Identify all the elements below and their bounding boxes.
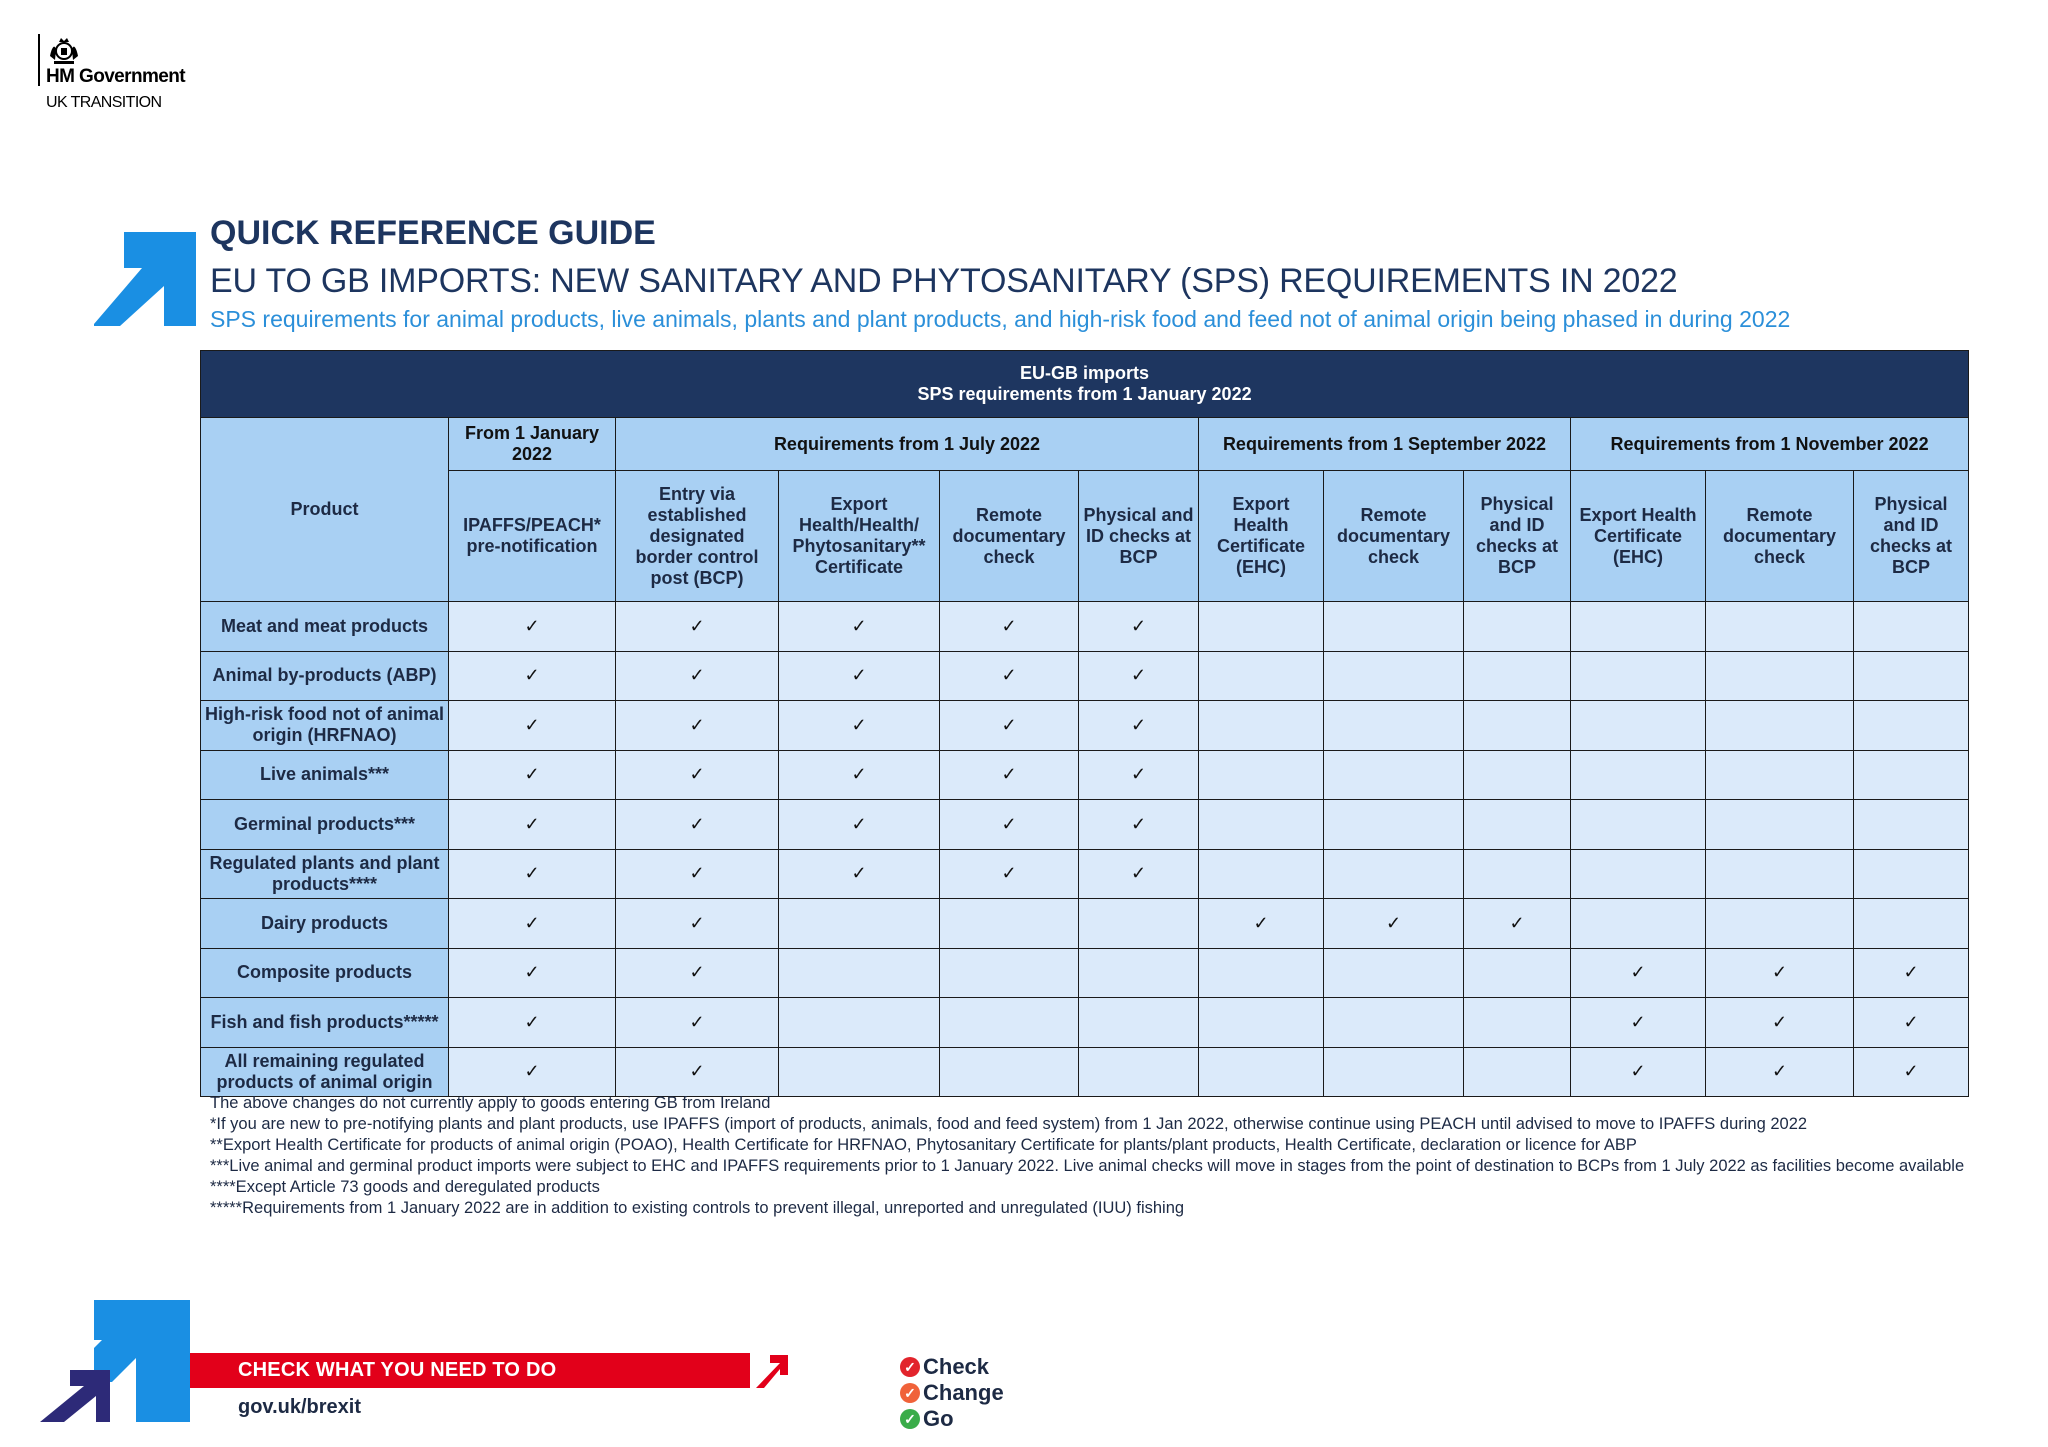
table-title xyxy=(201,351,1969,418)
empty-cell xyxy=(940,899,1079,949)
check-cell xyxy=(616,701,779,751)
product-label: Dairy products xyxy=(201,899,449,949)
empty-cell xyxy=(1706,849,1854,899)
check-cell xyxy=(1854,998,1969,1048)
check-cell xyxy=(1571,1047,1706,1097)
sps-requirements-table xyxy=(200,350,1969,1097)
table-row xyxy=(201,998,1969,1048)
check-mark-icon: ✓ xyxy=(524,1061,540,1082)
empty-cell xyxy=(1571,849,1706,899)
ccg-go-row xyxy=(900,1406,1004,1432)
column-header: Physical and ID checks at BCP xyxy=(1854,471,1969,602)
ccg-check-row xyxy=(900,1354,1004,1380)
product-label: Fish and fish products***** xyxy=(201,998,449,1048)
empty-cell xyxy=(1706,800,1854,850)
check-cell xyxy=(449,651,616,701)
group-header-nov: Requirements from 1 November 2022 xyxy=(1571,418,1969,471)
check-cell xyxy=(449,849,616,899)
empty-cell xyxy=(1199,651,1324,701)
product-header: Product xyxy=(201,418,449,602)
empty-cell xyxy=(940,1047,1079,1097)
check-cell xyxy=(940,800,1079,850)
check-cell xyxy=(449,948,616,998)
check-cell xyxy=(779,602,940,652)
empty-cell xyxy=(1571,899,1706,949)
check-cell xyxy=(940,651,1079,701)
column-header: Entry via established designated border control post (BCP) xyxy=(616,471,779,602)
empty-cell xyxy=(1854,849,1969,899)
table-row xyxy=(201,849,1969,899)
column-header: IPAFFS/PEACH* pre-notification xyxy=(449,471,616,602)
check-cell xyxy=(616,948,779,998)
table-row xyxy=(201,750,1969,800)
empty-cell xyxy=(1464,998,1571,1048)
check-mark-icon: ✓ xyxy=(689,962,705,983)
check-mark-icon: ✓ xyxy=(1130,764,1147,785)
check-mark-icon: ✓ xyxy=(1771,962,1788,983)
check-mark-icon: ✓ xyxy=(524,912,540,933)
check-mark-icon: ✓ xyxy=(524,863,540,884)
product-label: Animal by-products (ABP) xyxy=(201,651,449,701)
table-row xyxy=(201,800,1969,850)
check-mark-icon: ✓ xyxy=(524,813,540,834)
empty-cell xyxy=(1854,651,1969,701)
group-header-sep: Requirements from 1 September 2022 xyxy=(1199,418,1571,471)
table-row xyxy=(201,602,1969,652)
check-cell xyxy=(449,1047,616,1097)
check-cell xyxy=(940,701,1079,751)
check-cell xyxy=(779,800,940,850)
check-cell xyxy=(1079,800,1199,850)
check-cell xyxy=(1079,849,1199,899)
ccg-check-text: Check xyxy=(923,1354,990,1379)
check-cell xyxy=(1079,602,1199,652)
table-row xyxy=(201,948,1969,998)
empty-cell xyxy=(1854,750,1969,800)
check-icon: ✓ xyxy=(900,1357,920,1377)
empty-cell xyxy=(1464,948,1571,998)
check-mark-icon: ✓ xyxy=(1130,863,1147,884)
check-cell xyxy=(1854,948,1969,998)
check-cell xyxy=(1324,899,1464,949)
gov-link[interactable]: gov.uk/brexit xyxy=(238,1396,361,1418)
empty-cell xyxy=(940,948,1079,998)
column-header: Export Health/Health/ Phytosanitary** Certificate xyxy=(779,471,940,602)
product-label: Meat and meat products xyxy=(201,602,449,652)
check-mark-icon: ✓ xyxy=(524,615,540,636)
table-title-line1: EU-GB imports xyxy=(1020,363,1150,383)
check-cell xyxy=(779,750,940,800)
header-arrow-icon xyxy=(94,232,196,326)
logo-unit-text: UK TRANSITION xyxy=(46,94,162,111)
check-cell xyxy=(940,602,1079,652)
check-cell xyxy=(449,602,616,652)
empty-cell xyxy=(1199,602,1324,652)
page-description: SPS requirements for animal products, live animals, plants and plant products, and high-risk food and feed not of animal origin being phased in during 2022 xyxy=(210,306,1791,332)
empty-cell xyxy=(1571,750,1706,800)
royal-crest-icon xyxy=(46,36,82,66)
ccg-go-text: Go xyxy=(923,1406,954,1431)
empty-cell xyxy=(1324,602,1464,652)
check-cell xyxy=(1464,899,1571,949)
column-header: Physical and ID checks at BCP xyxy=(1079,471,1199,602)
empty-cell xyxy=(1324,651,1464,701)
check-mark-icon: ✓ xyxy=(524,962,540,983)
product-label: Germinal products*** xyxy=(201,800,449,850)
product-label: High-risk food not of animal origin (HRFNAO) xyxy=(201,701,449,751)
empty-cell xyxy=(1464,750,1571,800)
check-cell xyxy=(616,849,779,899)
check-cell xyxy=(449,998,616,1048)
product-label: Composite products xyxy=(201,948,449,998)
logo-divider xyxy=(38,34,40,86)
table-row xyxy=(201,701,1969,751)
check-cell xyxy=(616,750,779,800)
check-cell xyxy=(616,602,779,652)
check-cell xyxy=(1079,750,1199,800)
empty-cell xyxy=(1199,750,1324,800)
column-header: Remote documentary check xyxy=(1324,471,1464,602)
empty-cell xyxy=(1464,651,1571,701)
empty-cell xyxy=(779,1047,940,1097)
empty-cell xyxy=(1079,899,1199,949)
empty-cell xyxy=(1324,701,1464,751)
footnote: ****Except Article 73 goods and deregulated products xyxy=(210,1178,600,1196)
column-header: Remote documentary check xyxy=(940,471,1079,602)
check-cell xyxy=(1571,948,1706,998)
empty-cell xyxy=(1199,849,1324,899)
empty-cell xyxy=(779,899,940,949)
check-mark-icon: ✓ xyxy=(1630,1061,1646,1082)
check-cell xyxy=(779,651,940,701)
check-cell xyxy=(616,800,779,850)
check-mark-icon: ✓ xyxy=(1130,615,1147,636)
check-mark-icon: ✓ xyxy=(524,1011,540,1032)
empty-cell xyxy=(1199,1047,1324,1097)
check-icon: ✓ xyxy=(900,1383,920,1403)
empty-cell xyxy=(779,948,940,998)
empty-cell xyxy=(1324,800,1464,850)
empty-cell xyxy=(1464,701,1571,751)
empty-cell xyxy=(1079,948,1199,998)
footnotes xyxy=(210,1093,2000,1219)
ccg-change-text: Change xyxy=(923,1380,1004,1405)
empty-cell xyxy=(1324,849,1464,899)
empty-cell xyxy=(1854,899,1969,949)
empty-cell xyxy=(1079,1047,1199,1097)
table-row xyxy=(201,1047,1969,1097)
check-mark-icon: ✓ xyxy=(851,665,867,686)
check-cell xyxy=(1854,1047,1969,1097)
empty-cell xyxy=(1571,651,1706,701)
page-subtitle: EU TO GB IMPORTS: NEW SANITARY AND PHYTOSANITARY (SPS) REQUIREMENTS IN 2022 xyxy=(210,262,1678,300)
check-cell xyxy=(779,701,940,751)
empty-cell xyxy=(1199,948,1324,998)
check-cell xyxy=(779,849,940,899)
empty-cell xyxy=(1854,701,1969,751)
check-mark-icon: ✓ xyxy=(1001,764,1017,785)
check-cell xyxy=(1079,651,1199,701)
check-mark-icon: ✓ xyxy=(1001,665,1017,686)
check-cell xyxy=(1706,998,1854,1048)
column-header: Export Health Certificate (EHC) xyxy=(1199,471,1324,602)
column-header: Physical and ID checks at BCP xyxy=(1464,471,1571,602)
empty-cell xyxy=(1324,750,1464,800)
page-title: QUICK REFERENCE GUIDE xyxy=(210,214,656,252)
check-mark-icon: ✓ xyxy=(1130,813,1147,834)
check-mark-icon: ✓ xyxy=(1001,714,1017,735)
check-mark-icon: ✓ xyxy=(1385,912,1402,933)
check-cell xyxy=(616,651,779,701)
check-cell xyxy=(1079,701,1199,751)
check-mark-icon: ✓ xyxy=(851,615,867,636)
check-mark-icon: ✓ xyxy=(1253,912,1269,933)
table-title-line2: SPS requirements from 1 January 2022 xyxy=(917,384,1252,404)
empty-cell xyxy=(1706,602,1854,652)
check-mark-icon: ✓ xyxy=(1630,962,1646,983)
check-mark-icon: ✓ xyxy=(689,1061,705,1082)
footnote: **Export Health Certificate for products of animal origin (POAO), Health Certificate for HRFNAO, Phytosanitary Certificate for plants/plant products, Health Certificate, declaration or licence for ABP xyxy=(210,1136,1637,1154)
check-mark-icon: ✓ xyxy=(1509,912,1525,933)
check-mark-icon: ✓ xyxy=(1903,1061,1919,1082)
group-header-jan: From 1 January 2022 xyxy=(449,418,616,471)
check-mark-icon: ✓ xyxy=(689,764,705,785)
empty-cell xyxy=(1464,1047,1571,1097)
check-mark-icon: ✓ xyxy=(524,714,540,735)
table-row xyxy=(201,651,1969,701)
footnote: The above changes do not currently apply to goods entering GB from Ireland xyxy=(210,1094,771,1112)
column-header: Remote documentary check xyxy=(1706,471,1854,602)
check-mark-icon: ✓ xyxy=(689,615,705,636)
empty-cell xyxy=(1079,998,1199,1048)
check-mark-icon: ✓ xyxy=(689,665,705,686)
empty-cell xyxy=(1706,899,1854,949)
check-mark-icon: ✓ xyxy=(1771,1011,1788,1032)
check-cell xyxy=(940,849,1079,899)
table-body xyxy=(201,602,1969,1097)
check-mark-icon: ✓ xyxy=(1630,1011,1646,1032)
check-mark-icon: ✓ xyxy=(689,863,705,884)
check-mark-icon: ✓ xyxy=(689,714,705,735)
check-cell xyxy=(616,899,779,949)
empty-cell xyxy=(1464,602,1571,652)
table-row xyxy=(201,899,1969,949)
check-icon: ✓ xyxy=(900,1409,920,1429)
product-label: Live animals*** xyxy=(201,750,449,800)
empty-cell xyxy=(1706,701,1854,751)
check-cell xyxy=(449,701,616,751)
check-cell xyxy=(449,750,616,800)
check-mark-icon: ✓ xyxy=(1001,863,1017,884)
check-mark-icon: ✓ xyxy=(851,863,867,884)
check-change-go xyxy=(900,1354,1004,1432)
check-mark-icon: ✓ xyxy=(851,764,867,785)
check-mark-icon: ✓ xyxy=(1001,813,1017,834)
empty-cell xyxy=(1571,800,1706,850)
check-mark-icon: ✓ xyxy=(689,1011,705,1032)
empty-cell xyxy=(1199,800,1324,850)
check-cell xyxy=(1199,899,1324,949)
empty-cell xyxy=(1324,1047,1464,1097)
footnote: ***Live animal and germinal product imports were subject to EHC and IPAFFS requirements prior to 1 January 2022. Live animal checks will move in stages from the point of destination to BCPs from 1 July 2022 as facilities become available xyxy=(210,1157,1965,1175)
empty-cell xyxy=(1199,701,1324,751)
footer-arrow-icon xyxy=(40,1300,190,1422)
check-mark-icon: ✓ xyxy=(1130,714,1147,735)
check-mark-icon: ✓ xyxy=(1001,615,1017,636)
empty-cell xyxy=(1324,948,1464,998)
check-mark-icon: ✓ xyxy=(689,813,705,834)
product-label: Regulated plants and plant products**** xyxy=(201,849,449,899)
check-mark-icon: ✓ xyxy=(689,912,705,933)
check-cell xyxy=(1706,1047,1854,1097)
check-cell xyxy=(940,750,1079,800)
empty-cell xyxy=(1324,998,1464,1048)
footnote: *If you are new to pre-notifying plants and plant products, use IPAFFS (import of products, animals, food and feed system) from 1 Jan 2022, otherwise continue using PEACH until advised to move to IPAFFS during 2022 xyxy=(210,1115,1808,1133)
column-header: Export Health Certificate (EHC) xyxy=(1571,471,1706,602)
empty-cell xyxy=(779,998,940,1048)
cta-text: CHECK WHAT YOU NEED TO DO xyxy=(238,1359,557,1381)
empty-cell xyxy=(1199,998,1324,1048)
ccg-change-row xyxy=(900,1380,1004,1406)
product-label: All remaining regulated products of animal origin xyxy=(201,1047,449,1097)
empty-cell xyxy=(1854,800,1969,850)
empty-cell xyxy=(1464,849,1571,899)
check-cell xyxy=(616,998,779,1048)
check-mark-icon: ✓ xyxy=(851,714,867,735)
empty-cell xyxy=(940,998,1079,1048)
empty-cell xyxy=(1854,602,1969,652)
check-cell xyxy=(449,800,616,850)
logo-org-text: HM Government xyxy=(46,66,185,87)
check-cell xyxy=(1571,998,1706,1048)
check-mark-icon: ✓ xyxy=(1771,1061,1788,1082)
empty-cell xyxy=(1706,750,1854,800)
check-mark-icon: ✓ xyxy=(1130,665,1147,686)
check-cell xyxy=(449,899,616,949)
check-cell xyxy=(616,1047,779,1097)
check-mark-icon: ✓ xyxy=(524,764,540,785)
check-mark-icon: ✓ xyxy=(1903,1011,1919,1032)
empty-cell xyxy=(1571,602,1706,652)
empty-cell xyxy=(1706,651,1854,701)
check-mark-icon: ✓ xyxy=(524,665,540,686)
check-cell xyxy=(1706,948,1854,998)
check-mark-icon: ✓ xyxy=(851,813,867,834)
empty-cell xyxy=(1464,800,1571,850)
empty-cell xyxy=(1571,701,1706,751)
group-header-jul: Requirements from 1 July 2022 xyxy=(616,418,1199,471)
footnote: *****Requirements from 1 January 2022 are in addition to existing controls to prevent illegal, unreported and unregulated (IUU) fishing xyxy=(210,1199,1185,1217)
check-mark-icon: ✓ xyxy=(1903,962,1919,983)
